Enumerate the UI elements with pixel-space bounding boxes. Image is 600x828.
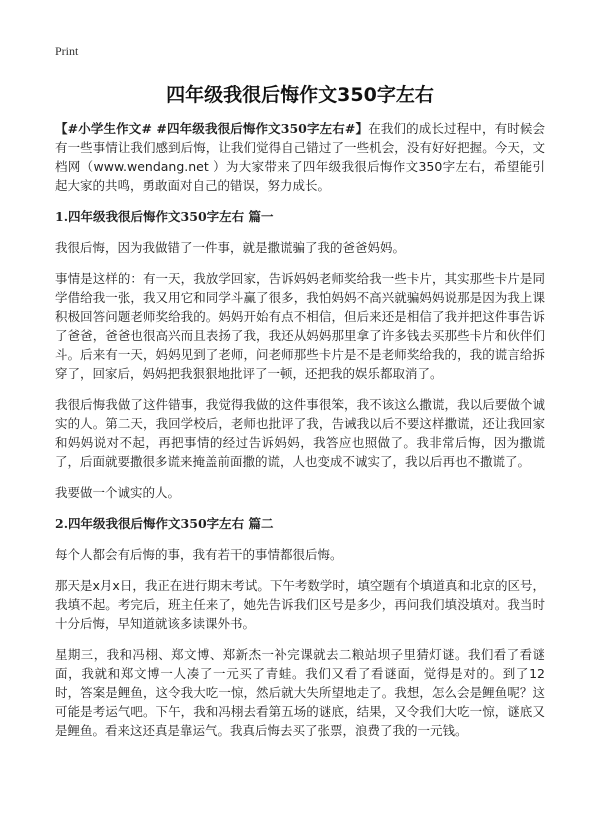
document-body [55, 119, 545, 752]
paragraph: 我要做一个诚实的人。 [55, 485, 181, 500]
intro-text: 在我们的成长过程中，有时候会有一些事情让我们感到后悔，让我们觉得自己错过了一些机会，没有好好把握。今天，文档网（www.wendang.net ）为大家带来了四年级我很后悔作文350字左右，希望能引起大家的共鸣，勇敢面对自己的错误，努力成长。 [55, 121, 545, 193]
intro-tag: 【#小学生作文# #四年级我很后悔作文350字左右#】 [55, 121, 369, 136]
paragraph: 星期三，我和冯栩、郑文博、郑新杰一补完课就去二粮站坝子里猜灯谜。我们看了看谜面，我就和郑文博一人凑了一元买了青蛙。我们又看了看谜面，觉得是对的。到了12时，答案是鲤鱼，这令我大吃一惊，然后就大失所望地走了。我想，怎么会是鲤鱼呢？这可能是考运气吧。下午，我和冯栩去看第五场的谜底，结果，又令我们大吃一惊，谜底又是鲤鱼。看来这还真是靠运气。我真后悔去买了张票，浪费了我的一元钱。 [55, 647, 545, 738]
paragraph: 事情是这样的：有一天，我放学回家，告诉妈妈老师奖给我一些卡片，其实那些卡片是同学借给我一张，我又用它和同学斗赢了很多，我怕妈妈不高兴就骗妈妈说那是因为我上课积极回答问题老师奖给我的。妈妈开始有点不相信，但后来还是相信了我并把这件事告诉了爸爸，爸爸也很高兴而且表扬了我，我还从妈妈那里拿了许多钱去买那些卡片和伙伴们斗。后来有一天，妈妈见到了老师，问老师那些卡片是不是老师奖给我的，我的谎言给拆穿了，回家后，妈妈把我狠狠地批评了一顿，还把我的娱乐都取消了。 [55, 271, 545, 381]
paragraph: 我很后悔，因为我做错了一件事，就是撒谎骗了我的爸爸妈妈。 [55, 240, 406, 255]
print-label[interactable]: Print [55, 44, 79, 58]
intro-paragraph [55, 119, 545, 195]
section-heading-2: 2.四年级我很后悔作文350字左右 篇二 [55, 516, 274, 531]
section-heading-1: 1.四年级我很后悔作文350字左右 篇一 [55, 209, 274, 224]
paragraph: 我很后悔我做了这件错事，我觉得我做的这件事很笨，我不该这么撒谎，我以后要做个诚实的人。第二天，我回学校后，老师也批评了我，告诫我以后不要这样撒谎，还让我回家和妈妈说对不起，再把事情的经过告诉妈妈，我答应也照做了。我非常后悔，因为撒谎了，后面就要撒很多谎来掩盖前面撒的谎，人也变成不诚实了，我以后再也不撒谎了。 [55, 397, 545, 469]
page-title: 四年级我很后悔作文350字左右 [166, 84, 434, 106]
paragraph: 每个人都会有后悔的事，我有若干的事情都很后悔。 [55, 547, 343, 562]
paragraph: 那天是x月x日，我正在进行期末考试。下午考数学时，填空题有个填道真和北京的区号，我填不起。考完后，班主任来了，她先告诉我们区号是多少，再问我们填没填对。我当时十分后悔，早知道就该多读课外书。 [55, 578, 545, 631]
